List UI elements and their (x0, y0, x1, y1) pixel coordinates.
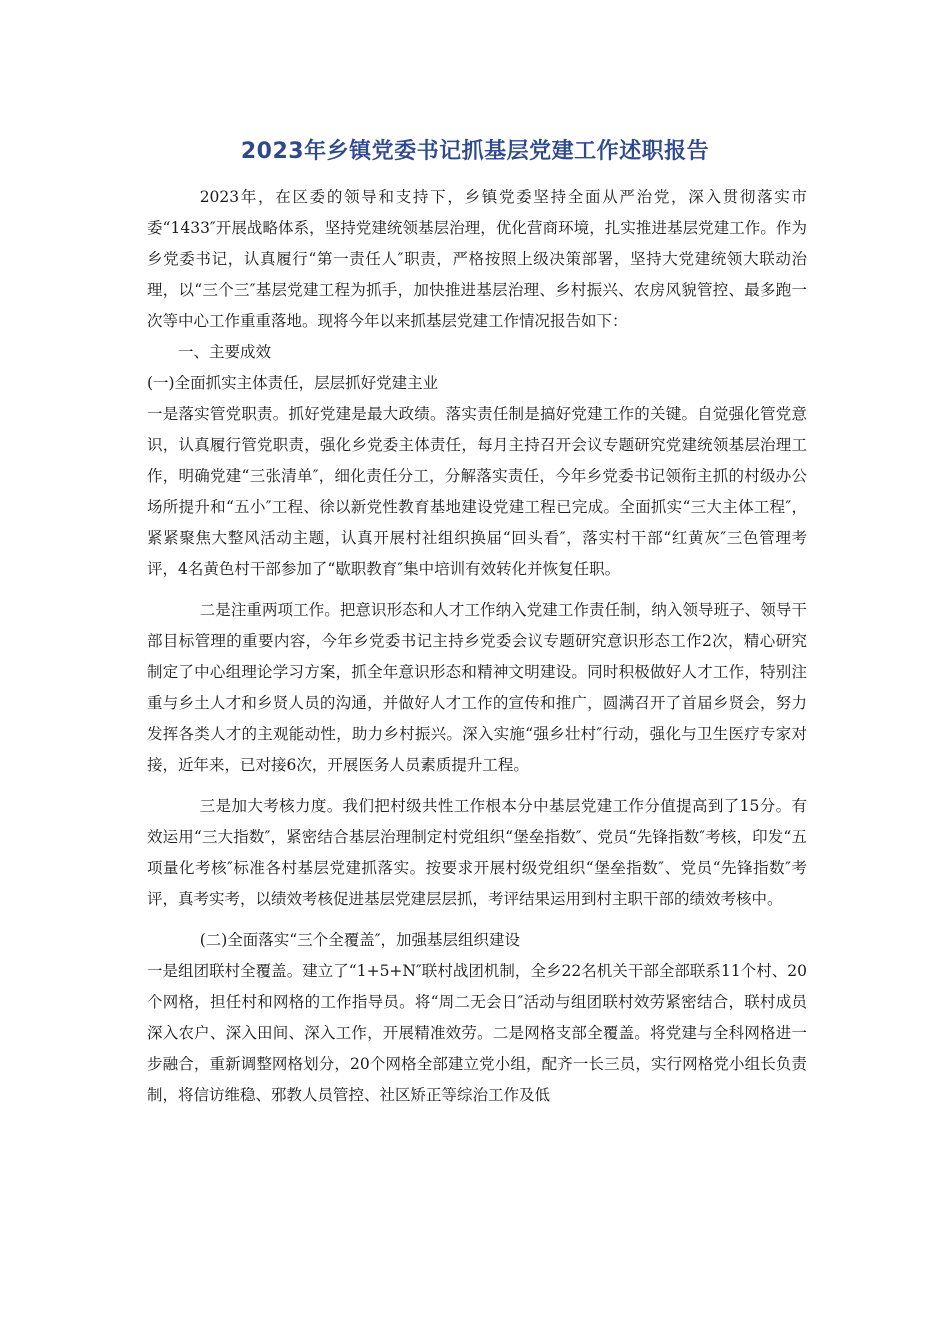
document-body (147, 182, 807, 1111)
paragraph-intro: 2023年，在区委的领导和支持下，乡镇党委坚持全面从严治党，深入贯彻落实市委“1433″开展战略体系，坚持党建统领基层治理，优化营商环境，扎实推进基层党建工作。作为乡党委书记，认真履行“第一责任人″职责，严格按照上级决策部署，坚持大党建统领大联动治理，以“三个三″基层党建工程为抓手，加快推进基层治理、乡村振兴、农房风貌管控、最多跑一次等中心工作重重落地。现将今年以来抓基层党建工作情况报告如下： (147, 188, 807, 330)
paragraph-2: 二是注重两项工作。把意识形态和人才工作纳入党建工作责任制，纳入领导班子、领导干部目标管理的重要内容，今年乡党委书记主持乡党委会议专题研究意识形态工作2次，精心研究制定了中心组理论学习方案，抓全年意识形态和精神文明建设。同时积极做好人才工作，特别注重与乡土人才和乡贤人员的沟通，并做好人才工作的宣传和推广，圆满召开了首届乡贤会，努力发挥各类人才的主观能动性，助力乡村振兴。深入实施“强乡壮村″行动，强化与卫生医疗专家对接，近年来，已对接6次，开展医务人员素质提升工程。 (147, 601, 807, 774)
document-title: 2023年乡镇党委书记抓基层党建工作述职报告 (240, 139, 710, 164)
subsection-heading-1: (一)全面抓实主体责任，层层抓好党建主业 (147, 374, 439, 392)
paragraph-3: 三是加大考核力度。我们把村级共性工作根本分中基层党建工作分值提高到了15分。有效运用“三大指数″，紧密结合基层治理制定村党组织“堡垒指数″、党员“先锋指数″考核，印发“五项量化考核″标准各村基层党建抓落实。按要求开展村级党组织“堡垒指数″、党员“先锋指数″考评，真考实考，以绩效考核促进基层党建层层抓，考评结果运用到村主职干部的绩效考核中。 (147, 797, 807, 908)
paragraph-4: 一是组团联村全覆盖。建立了“1+5+N″联村战团机制，全乡22名机关干部全部联系11个村、20个网格，担任村和网格的工作指导员。将“周二无会日″活动与组团联村效劳紧密结合，联村成员深入农户、深入田间、深入工作，开展精准效劳。二是网格支部全覆盖。将党建与全科网格进一步融合，重新调整网格划分，20个网格全部建立党小组，配齐一长三员，实行网格党小组长负责制，将信访维稳、邪教人员管控、社区矫正等综治工作及低 (147, 962, 807, 1104)
section-heading-1: 一、主要成效 (178, 343, 272, 361)
paragraph-1: 一是落实管党职责。抓好党建是最大政绩。落实责任制是搞好党建工作的关键。自觉强化管党意识，认真履行管党职责，强化乡党委主体责任，每月主持召开会议专题研究党建统领基层治理工作，明确党建“三张清单″，细化责任分工，分解落实责任，今年乡党委书记领衔主抓的村级办公场所提升和“五小″工程、徐以新党性教育基地建设党建工程已完成。全面抓实“三大主体工程″，紧紧聚焦大整风活动主题，认真开展村社组织换届“回头看″，落实村干部“红黄灰″三色管理考评，4名黄色村干部参加了“歇职教育″集中培训有效转化并恢复任职。 (147, 405, 807, 578)
subsection-heading-2: (二)全面落实“三个全覆盖″，加强基层组织建设 (199, 931, 520, 949)
